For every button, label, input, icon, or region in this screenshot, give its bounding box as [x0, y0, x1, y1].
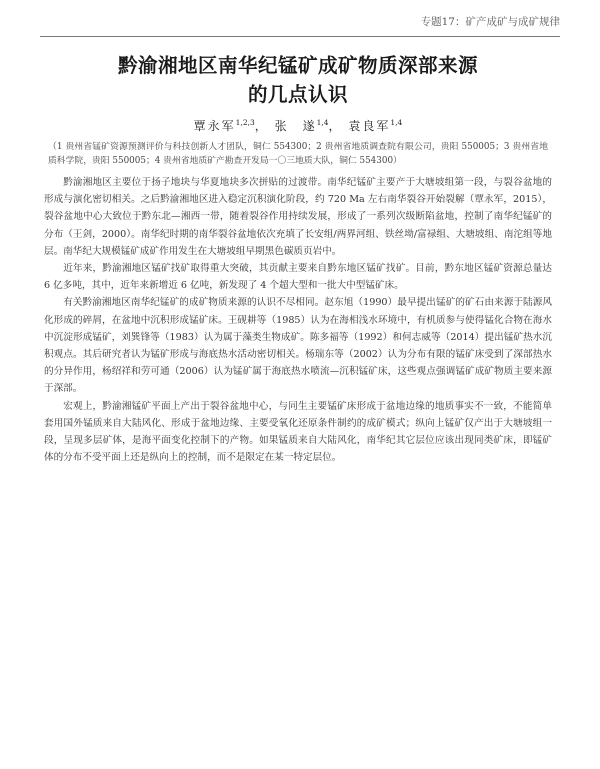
- header-rule: [40, 36, 560, 37]
- body-paragraph-1: 黔渝湘地区主要位于扬子地块与华夏地块多次拼贴的过渡带。南华纪锰矿主要产于大塘坡组第一段，与裂谷盆地的形成与演化密切相关。之后黔渝湘地区进入稳定沉积演化阶段，约 720 Ma 左右南华裂谷开始裂解（覃永军，2015），裂谷盆地中心大致位于黔东北—湘西一带，随着裂谷作用持续发展，形成了一系列次级断陷盆地，控制了南华纪锰矿的分布（王剑，2000）。南华纪时期的南华裂谷盆地依次充填了长安组/两界河组、铁丝坳/富禄组、大塘坡组、南沱组等地层。南华纪大规模锰矿成矿作用发生在大塘坡组早期黑色碳质页岩中。: [44, 177, 552, 257]
- body-paragraph-3: 有关黔渝湘地区南华纪锰矿的成矿物质来源的认识不尽相同。赵东旭（1990）最早提出锰矿的矿石由来源于陆源风化形成的碎屑，在盆地中沉积形成锰矿床。王砚耕等（1985）认为在海相浅水环境中，有机质参与使得锰化合物在海水中沉淀形成锰矿，刘巽锋等（1983）认为属于藻类生物成矿。陈多福等（1992）和何志威等（2014）提出锰矿热水沉积观点。其后研究者认为锰矿形成与海底热水活动密切相关。杨瑞东等（2002）认为分布有限的锰矿床受到了深部热水的分异作用，杨绍祥和劳可通（2006）认为锰矿属于海底热水喷流—沉积锰矿床，这些观点强调锰矿成矿物质主要来源于深部。: [44, 297, 552, 395]
- author-1-name: 覃永军: [193, 119, 236, 133]
- author-3: [348, 119, 402, 133]
- affiliations: （1 贵州省锰矿资源预测评价与科技创新人才团队，铜仁 554300；2 贵州省地质调查院有限公司，贵阳 550005；3 贵州省地质科学院，贵阳 550005；4 贵州省地质矿产勘查开发局一〇三地质大队，铜仁 554300）: [48, 142, 548, 166]
- paper-title-line-2: 的几点认识: [247, 83, 348, 106]
- author-2-name: 张 遂: [274, 119, 317, 133]
- author-1: [194, 119, 255, 133]
- body-text: [44, 174, 552, 466]
- body-paragraph-2: 近年来，黔渝湘地区锰矿找矿取得重大突破，其贡献主要来自黔东地区锰矿找矿。目前，黔东地区锰矿资源总量达 6 亿多吨，其中，近年来新增近 6 亿吨，新发现了 4 个超大型和一批大中型锰矿床。: [44, 263, 552, 292]
- running-header: 专题17：矿产成矿与成矿规律: [420, 16, 560, 28]
- author-3-name: 袁良军: [348, 119, 391, 133]
- paper-title-line-1: 黔渝湘地区南华纪锰矿成矿物质深部来源: [117, 54, 478, 77]
- author-3-affil-ref: 1,4: [390, 118, 403, 127]
- paper-title: [44, 51, 552, 109]
- body-paragraph-4: 宏观上，黔渝湘锰矿平面上产出于裂谷盆地中心，与同生主要锰矿床形成于盆地边缘的地质事实不一致，不能简单套用国外锰质来自大陆风化、形成于盆地边缘、主要受氧化还原条件制约的成矿模式；纵向上锰矿仅产出于大塘坡组一段，呈现多层矿体，是海平面变化控制下的产物。如果锰质来自大陆风化，南华纪其它层位应该出现同类矿床，即锰矿体的分布不受平面上还是纵向上的控制，而不是限定在某一特定层位。: [44, 400, 552, 464]
- author-1-affil-ref: 1,2,3: [235, 118, 255, 127]
- author-list: 覃永军$^{1,2,3}$， 张 遂$^{1,4}$， 袁良军$^{1,4}$: [193, 118, 403, 133]
- author-2-affil-ref: 1,4: [316, 118, 329, 127]
- author-2: [275, 119, 329, 133]
